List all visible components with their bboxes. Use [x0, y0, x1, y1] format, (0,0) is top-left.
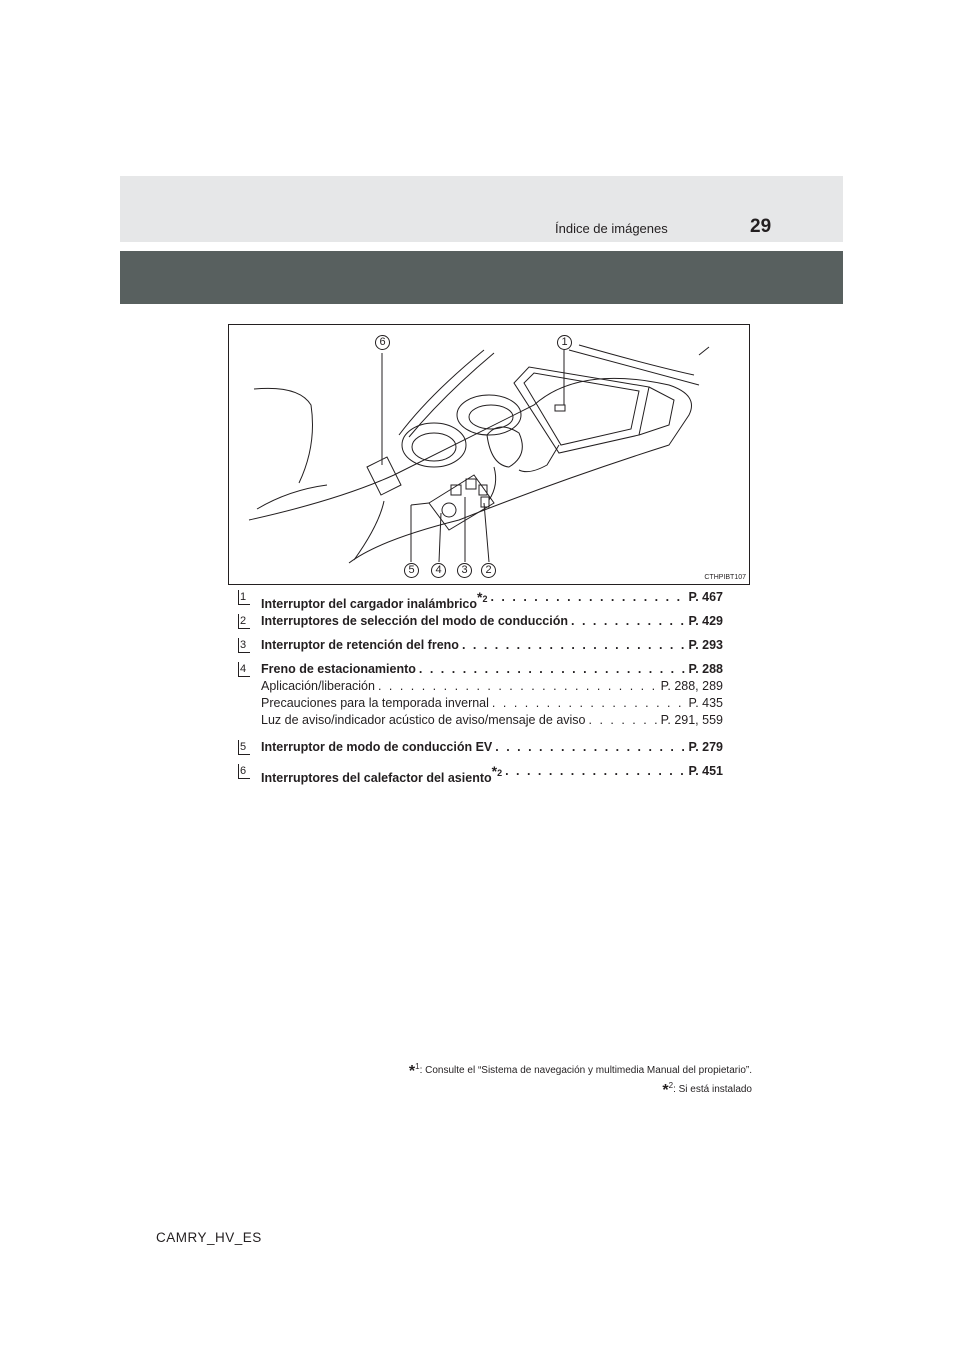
page-reference: P. 279 — [688, 740, 723, 754]
figure-code: CTHPIBT107 — [704, 574, 746, 581]
dot-leader — [459, 637, 689, 653]
callout-5: 5 — [404, 563, 419, 578]
page-reference: P. 291, 559 — [660, 713, 723, 727]
section-title: Índice de imágenes — [555, 221, 668, 236]
page-reference: P. 429 — [688, 614, 723, 628]
index-entry — [238, 589, 723, 611]
center-console-illustration — [228, 324, 750, 585]
callout-6: 6 — [375, 335, 390, 350]
callout-3: 3 — [457, 563, 472, 578]
console-drawing — [229, 325, 749, 584]
page-number: 29 — [750, 216, 772, 237]
index-entry — [238, 739, 723, 755]
entry-number: 5 — [238, 740, 250, 755]
entry-number: 3 — [238, 638, 250, 653]
footnote-2: *$^2$: Si está instalado — [662, 1081, 752, 1099]
sub-entry-label: Precauciones para la temporada invernal — [261, 696, 489, 710]
index-entry — [238, 637, 723, 653]
dot-leader — [568, 613, 688, 629]
page-reference: P. 293 — [688, 638, 723, 652]
entry-label: Interruptor de retención del freno — [261, 638, 459, 652]
index-entry — [238, 763, 723, 785]
page-reference: P. 288, 289 — [660, 679, 723, 693]
callout-1: 1 — [557, 335, 572, 350]
sub-entry — [261, 696, 723, 710]
page-reference: P. 451 — [688, 764, 723, 778]
page-reference: P. 288 — [688, 662, 723, 676]
callout-4: 4 — [431, 563, 446, 578]
sub-entry-label: Luz de aviso/indicador acústico de aviso/mensaje de aviso — [261, 713, 586, 727]
index-entry — [238, 613, 723, 629]
dot-leader — [416, 661, 689, 677]
entry-number: 1 — [238, 590, 250, 605]
entry-number: 6 — [238, 764, 250, 779]
document-code: CAMRY_HV_ES — [156, 1230, 262, 1245]
entry-label: Freno de estacionamiento — [261, 662, 416, 676]
footnote-1: *$^1$: Consulte el “Sistema de navegación y multimedia Manual del propietario”. — [408, 1062, 752, 1080]
sub-entry — [261, 679, 723, 693]
callout-2: 2 — [481, 563, 496, 578]
entry-label: Interruptor del cargador inalámbrico$^{*2}$ — [261, 589, 488, 611]
dot-leader — [586, 713, 661, 727]
entry-label: Interruptor de modo de conducción EV — [261, 740, 493, 754]
sub-entry-label: Aplicación/liberación — [261, 679, 375, 693]
section-banner — [120, 251, 843, 304]
entry-label: Interruptores de selección del modo de conducción — [261, 614, 569, 628]
dot-leader — [489, 696, 689, 710]
sub-entry — [261, 713, 723, 727]
dot-leader — [375, 679, 661, 693]
page-reference: P. 435 — [688, 696, 723, 710]
dot-leader — [502, 763, 688, 786]
dot-leader — [487, 589, 688, 612]
entry-label: Interruptores del calefactor del asiento$^{*2}$ — [261, 763, 503, 785]
index-entry — [238, 661, 723, 731]
entry-number: 2 — [238, 614, 250, 629]
page-reference: P. 467 — [688, 590, 723, 604]
dot-leader — [492, 739, 688, 755]
entry-number: 4 — [238, 662, 250, 677]
header-band — [120, 176, 843, 242]
